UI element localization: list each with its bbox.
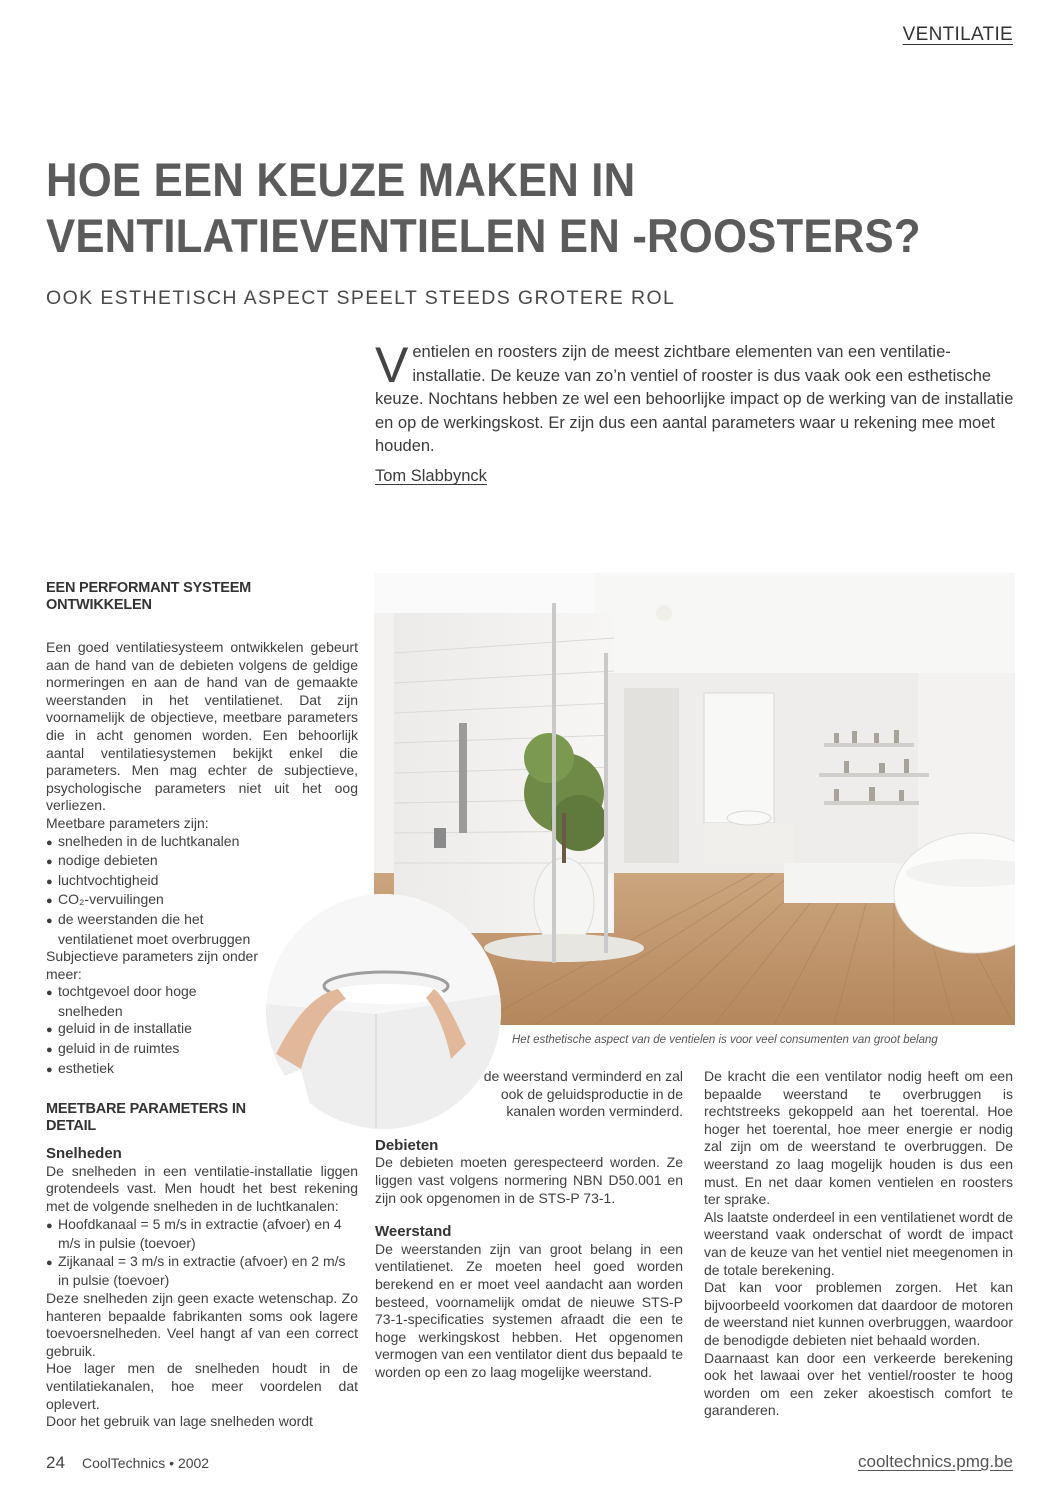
author-byline: Tom Slabbynck [375, 467, 487, 485]
list-item: ● geluid in de installatie [46, 1020, 251, 1040]
page-number: 24 [46, 1453, 65, 1472]
intro-paragraph [375, 337, 1015, 459]
subsection-heading: Snelheden [46, 1145, 122, 1163]
paragraph: De weerstanden zijn van groot belang in een ventilatienet. Ze moeten heel goed worden berekend en er moet veel aandacht aan worden besteed, voornamelijk omdat de nieuwe STS-P 73-1-specificaties systemen afraadt die een te hoge werkingskost hebben. Het opgenomen vermogen van een ventilator dient dus bepaald te worden op een zo laag mogelijke weerstand. [375, 1240, 683, 1380]
title-line-2: VENTILATIEVENTIELEN EN -ROOSTERS? [46, 209, 921, 262]
list-item: ● luchtvochtigheid [46, 872, 358, 892]
subjective-list [46, 983, 251, 1079]
section-tag: VENTILATIE [902, 24, 1013, 45]
list-item: ● snelheden in de luchtkanalen [46, 833, 358, 853]
speed-list [46, 1216, 358, 1290]
paragraph: Een goed ventilatiesysteem ontwikkelen gebeurt aan de hand van de debieten volgens de geldige normeringen en aan de hand van de gemaakte weerstanden in het ventilatienet. Dat zijn voornamelijk de objectieve, meetbare parameters die in acht genomen worden. Een behoorlijk aantal ventilatiesystemen bekijkt enkel die parameters. Men mag echter de subjectieve, psychologische parameters niet uit het oog verliezen. [46, 639, 358, 814]
section-heading: EEN PERFORMANT SYSTEEM ONTWIKKELEN [46, 580, 252, 613]
paragraph: De debieten moeten gerespecteerd worden. Ze liggen vast volgens normering NBN D50.001 en zijn ook opgenomen in de STS-P 73-1. [375, 1154, 683, 1206]
list-intro: Meetbare parameters zijn: [46, 814, 209, 831]
paragraph: De snelheden in een ventilatie-installatie liggen grotendeels vast. Men houdt het best rekening met de volgende snelheden in de luchtkanalen: [46, 1162, 358, 1215]
paragraph: de weerstand verminderd en zal ook de geluidsproductie in de kanalen worden verminderd. [483, 1068, 683, 1120]
paragraph: Dat kan voor problemen zorgen. Het kan bijvoorbeeld voorkomen dat daardoor de motoren de weerstand niet kunnen overbruggen, waardoor de benodigde debieten niet behaald worden. [704, 1279, 1013, 1348]
website-link[interactable]: cooltechnics.pmg.be [858, 1452, 1013, 1471]
list-item: ● CO₂-vervuilingen [46, 891, 358, 911]
intro-text: entielen en roosters zijn de meest zichtbare elementen van een ventilatie-installatie. De keuze van zo’n ventiel of rooster is dus vaak ook een esthetische keuze. Nochtans hebben ze wel een behoorlijke impact op de werking van de installatie en op de werkingskost. Er zijn dus een aantal parameters waar u rekening mee moet houden. [375, 343, 1014, 455]
title-line-1: HOE EEN KEUZE MAKEN IN [46, 153, 636, 206]
paragraph: Daarnaast kan door een verkeerde berekening ook het lawaai over het ventiel/rooster te hoog worden om een zeker akoestisch comfort te garanderen. [704, 1349, 1013, 1419]
list-intro: Subjectieve parameters zijn onder meer: [46, 948, 258, 982]
article-title [46, 152, 939, 264]
subsection-heading: Weerstand [375, 1223, 452, 1241]
list-item: ● tochtgevoel door hoge snelheden [46, 983, 251, 1020]
list-item: ● de weerstanden die het ventilatienet moet overbruggen [46, 911, 268, 948]
paragraph: Als laatste onderdeel in een ventilatienet wordt de weerstand vaak onderschat of wordt de impact van de keuze van het ventiel niet meegenomen in de totale berekening. [704, 1208, 1013, 1278]
publication-name: CoolTechnics • 2002 [82, 1455, 210, 1471]
list-item: ● nodige debieten [46, 852, 358, 872]
paragraph: Door het gebruik van lage snelheden wordt [46, 1413, 313, 1430]
paragraph: Deze snelheden zijn geen exacte wetenschap. Zo hanteren bepaalde fabrikanten soms ook lagere toevoersnelheden. Veel hangt af van een correct gebruik. [46, 1290, 358, 1359]
list-item: ● Hoofdkanaal = 5 m/s in extractie (afvoer) en 4 m/s in pulsie (toevoer) [46, 1216, 358, 1253]
list-item: ● Zijkanaal = 3 m/s in extractie (afvoer) en 2 m/s in pulsie (toevoer) [46, 1253, 358, 1290]
drop-cap: V [375, 337, 409, 393]
photo-caption: Het esthetische aspect van de ventielen is voor veel consumenten van groot belang [512, 1034, 938, 1046]
list-item: ● esthetiek [46, 1060, 251, 1080]
column-3 [704, 1068, 1013, 1420]
subsection-heading: Debieten [375, 1136, 439, 1154]
section-heading: MEETBARE PARAMETERS IN DETAIL [46, 1101, 246, 1135]
column-2 [375, 1068, 683, 1382]
list-item: ● geluid in de ruimtes [46, 1040, 251, 1060]
paragraph: De kracht die een ventilator nodig heeft om een bepaalde weerstand te overbruggen is rechtstreeks gekoppeld aan het toerental. Hoe hoger het toerental, hoe meer energie er nodig zal zijn om de weerstand te overbruggen. De weerstand zo laag mogelijk houden is dus een must. En net daar komen ventielen en roosters ter sprake. [704, 1068, 1013, 1208]
article-subtitle: OOK ESTHETISCH ASPECT SPEELT STEEDS GROTERE ROL [46, 287, 676, 309]
paragraph: Hoe lager men de snelheden houdt in de ventilatiekanalen, hoe meer voordelen dat oplevert. [46, 1360, 358, 1412]
